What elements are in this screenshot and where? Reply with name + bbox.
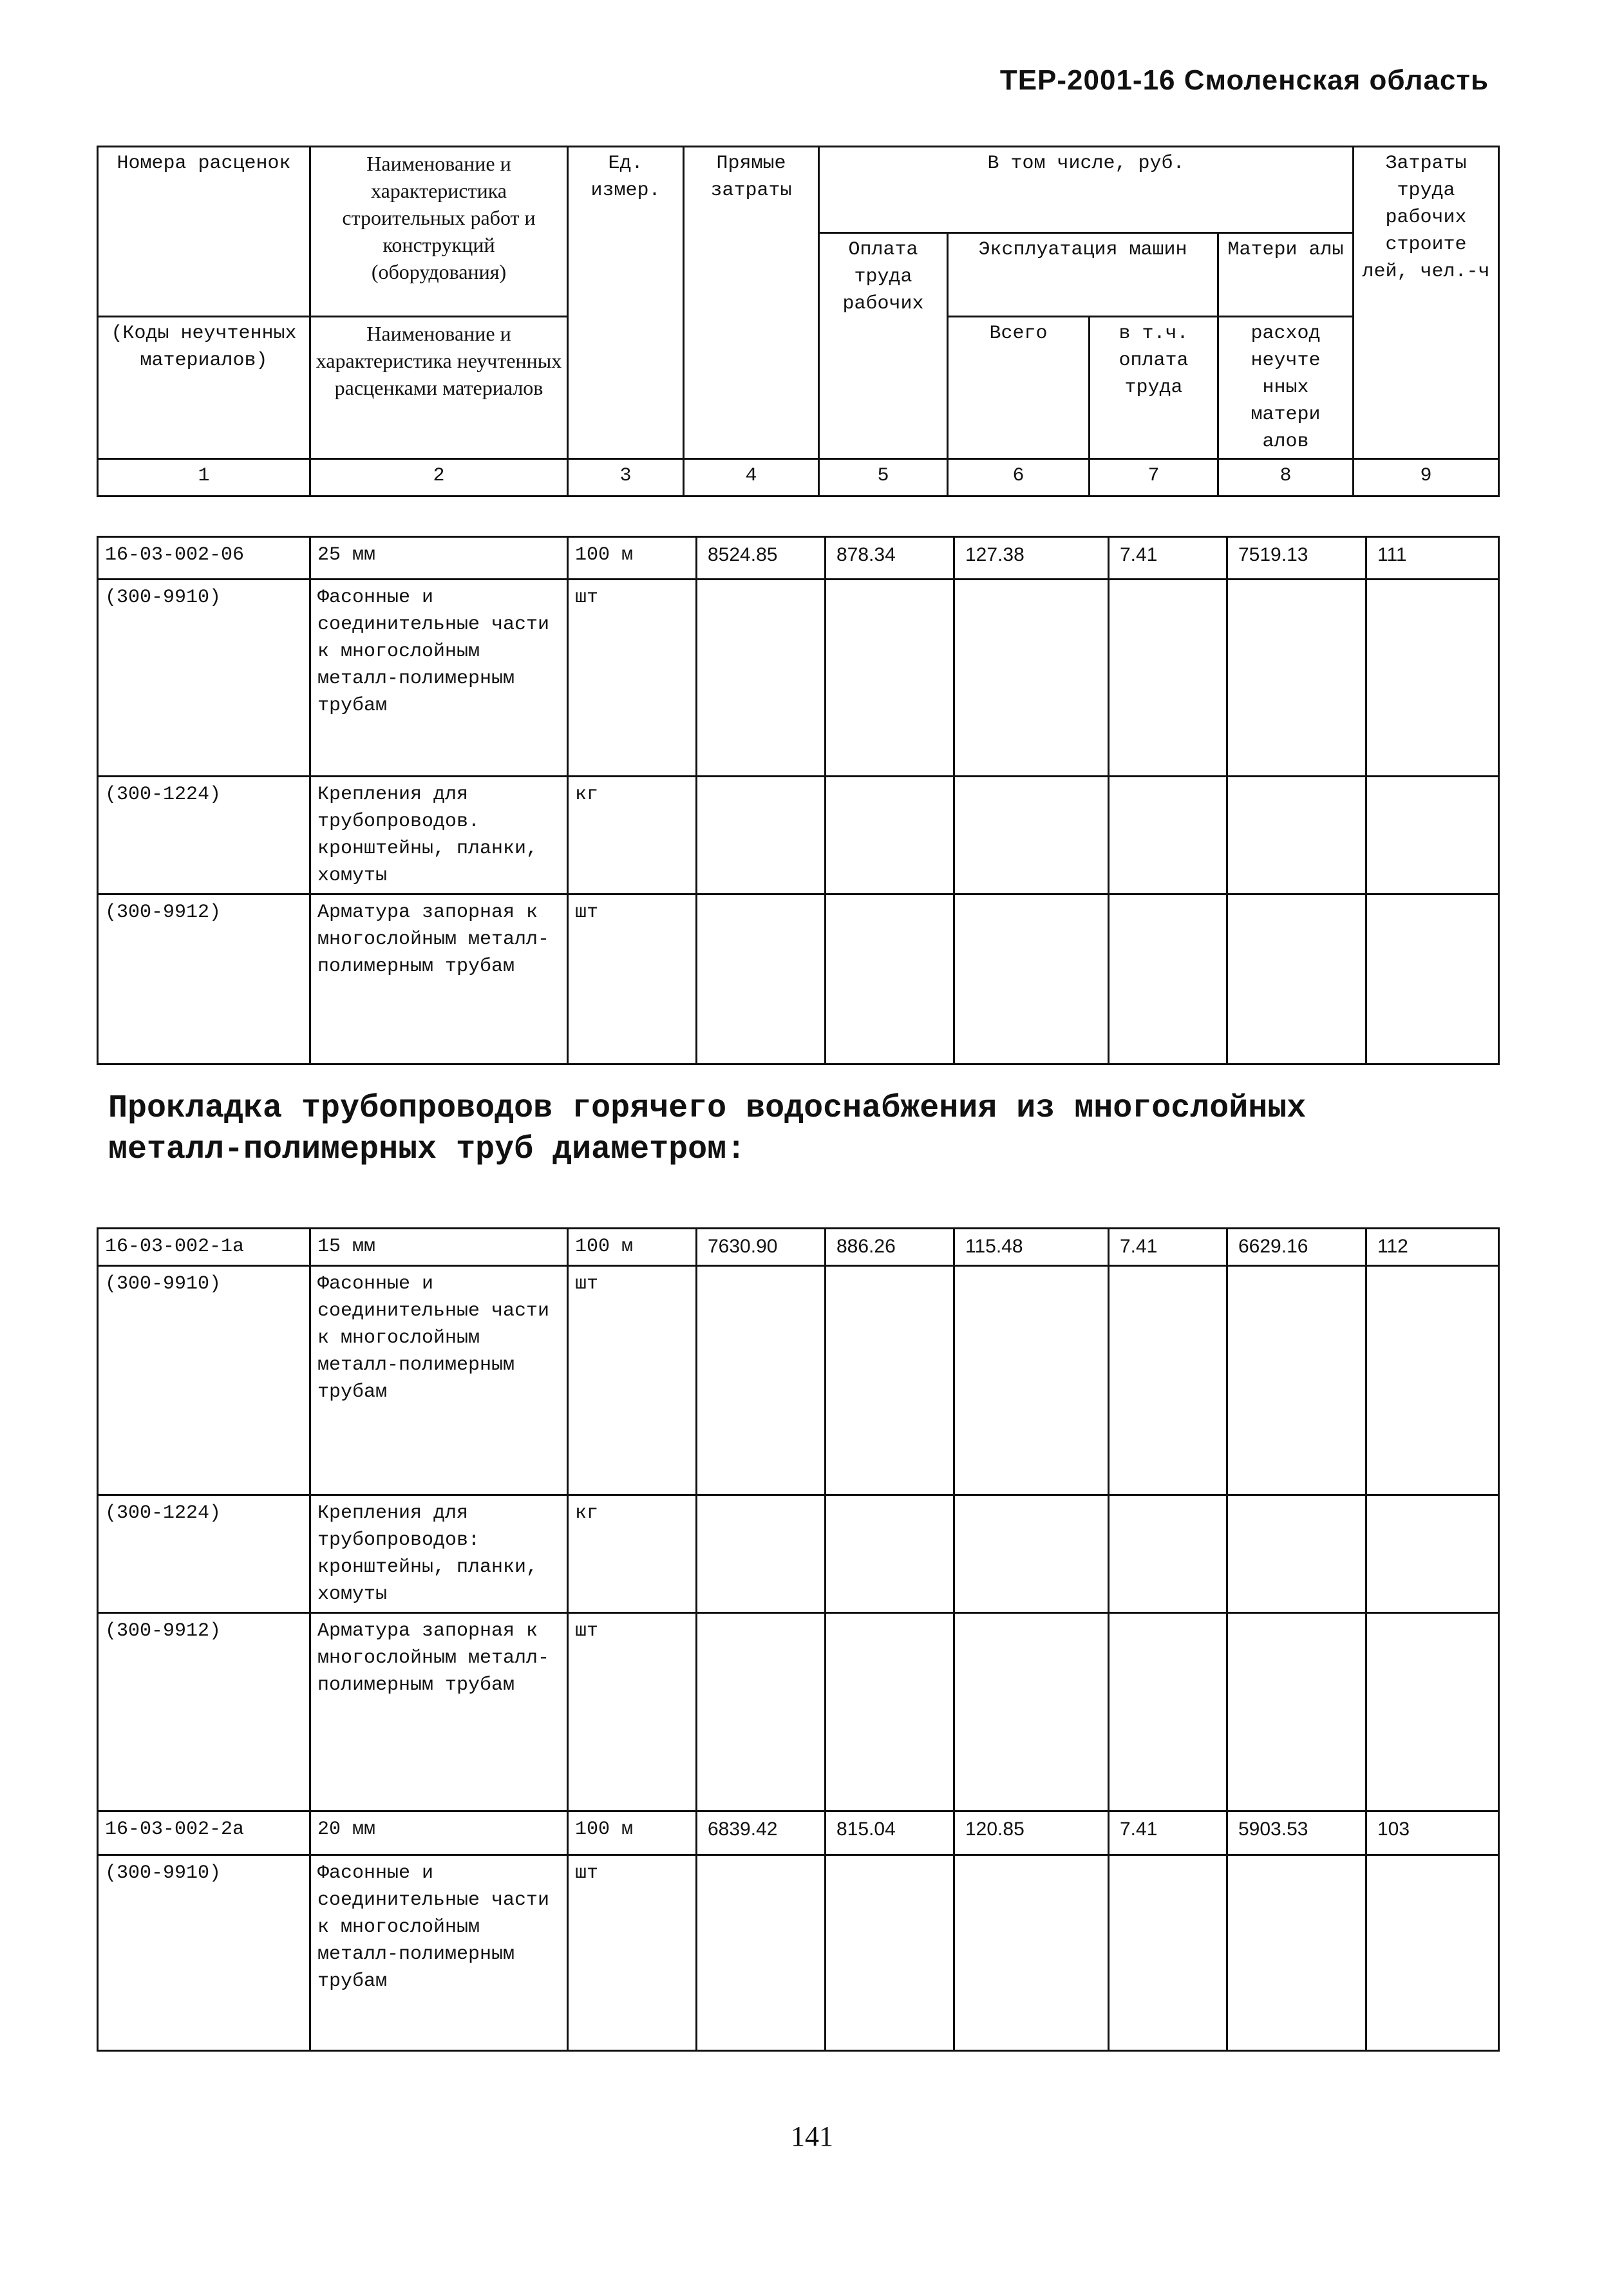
material-code: (300-9910) xyxy=(98,1855,310,2051)
column-number: 6 xyxy=(948,459,1090,496)
table-row xyxy=(98,580,1499,777)
rate-code: 16-03-002-1а xyxy=(98,1229,310,1266)
header-unaccounted-codes: (Коды неучтенных материалов) xyxy=(98,317,310,459)
rates-table-2 xyxy=(97,1227,1500,2052)
material-code: (300-9912) xyxy=(98,1613,310,1811)
rate-unit: 100 м xyxy=(568,1811,697,1855)
table-row xyxy=(98,1613,1499,1811)
material-name: Арматура запорная к многослойным металл-полимерным трубам xyxy=(310,1613,568,1811)
direct-costs: 8524.85 xyxy=(697,537,826,580)
header-unaccounted-materials: расход неучте нных матери алов xyxy=(1218,317,1354,459)
header-labor-costs: Затраты труда рабочих строите лей, чел.-ч xyxy=(1354,147,1499,459)
header-machines: Эксплуатация машин xyxy=(948,233,1218,317)
material-unit: шт xyxy=(568,1266,697,1495)
table-row xyxy=(98,537,1499,580)
material-name: Фасонные и соединительные части к многослойным металл-полимерным трубам xyxy=(310,1266,568,1495)
table-row xyxy=(98,1266,1499,1495)
material-unit: шт xyxy=(568,580,697,777)
document-title: ТЕР-2001-16 Смоленская область xyxy=(999,64,1489,96)
machines-total: 120.85 xyxy=(954,1811,1109,1855)
table-row xyxy=(98,1495,1499,1613)
page-number: 141 xyxy=(791,2121,833,2152)
header-unit: Ед. измер. xyxy=(568,147,684,459)
material-unit: кг xyxy=(568,777,697,894)
column-number: 2 xyxy=(310,459,568,496)
material-unit: кг xyxy=(568,1495,697,1613)
header-including: В том числе, руб. xyxy=(819,147,1354,233)
machines-labor: 7.41 xyxy=(1109,1229,1227,1266)
rate-name: 15 мм xyxy=(310,1229,568,1266)
materials: 6629.16 xyxy=(1227,1229,1366,1266)
rate-code: 16-03-002-2а xyxy=(98,1811,310,1855)
table-row xyxy=(98,1811,1499,1855)
material-code: (300-9912) xyxy=(98,894,310,1064)
material-name: Крепления для трубопроводов: кронштейны, планки, хомуты xyxy=(310,1495,568,1613)
rate-code: 16-03-002-06 xyxy=(98,537,310,580)
machines-total: 115.48 xyxy=(954,1229,1109,1266)
column-number: 7 xyxy=(1090,459,1218,496)
rates-table-1 xyxy=(97,536,1500,1065)
material-name: Крепления для трубопроводов. кронштейны, планки, хомуты xyxy=(310,777,568,894)
header-name: Наименование и характеристика строительных работ и конструкций (оборудования) xyxy=(310,147,568,317)
machines-labor: 7.41 xyxy=(1109,1811,1227,1855)
header-codes: Номера расценок xyxy=(98,147,310,317)
material-code: (300-1224) xyxy=(98,777,310,894)
column-number: 4 xyxy=(684,459,819,496)
table-row xyxy=(98,894,1499,1064)
material-unit: шт xyxy=(568,894,697,1064)
table-row xyxy=(98,1855,1499,2051)
worker-hours: 112 xyxy=(1366,1229,1499,1266)
material-code: (300-1224) xyxy=(98,1495,310,1613)
table-row xyxy=(98,777,1499,894)
labor-pay: 815.04 xyxy=(826,1811,954,1855)
header-materials: Матери алы xyxy=(1218,233,1354,317)
header-table xyxy=(97,146,1500,497)
labor-pay: 878.34 xyxy=(826,537,954,580)
rate-unit: 100 м xyxy=(568,1229,697,1266)
column-number: 9 xyxy=(1354,459,1499,496)
section-heading: Прокладка трубопроводов горячего водоснабжения из многослойных металл-полимерных труб диаметром: xyxy=(108,1090,1307,1168)
material-name: Арматура запорная к многослойным металл-полимерным трубам xyxy=(310,894,568,1064)
column-number: 8 xyxy=(1218,459,1354,496)
materials: 7519.13 xyxy=(1227,537,1366,580)
header-machines-labor: в т.ч. оплата труда xyxy=(1090,317,1218,459)
rate-name: 20 мм xyxy=(310,1811,568,1855)
header-direct-costs: Прямые затраты xyxy=(684,147,819,459)
material-code: (300-9910) xyxy=(98,580,310,777)
labor-pay: 886.26 xyxy=(826,1229,954,1266)
header-labor-pay: Оплата труда рабочих xyxy=(819,233,948,459)
header-machines-total: Всего xyxy=(948,317,1090,459)
material-code: (300-9910) xyxy=(98,1266,310,1495)
header-unaccounted-name: Наименование и характеристика неучтенных расценками материалов xyxy=(310,317,568,459)
table-row xyxy=(98,1229,1499,1266)
material-unit: шт xyxy=(568,1613,697,1811)
column-number: 3 xyxy=(568,459,684,496)
material-name: Фасонные и соединительные части к многослойным металл-полимерным трубам xyxy=(310,1855,568,2051)
rate-name: 25 мм xyxy=(310,537,568,580)
material-unit: шт xyxy=(568,1855,697,2051)
worker-hours: 103 xyxy=(1366,1811,1499,1855)
materials: 5903.53 xyxy=(1227,1811,1366,1855)
column-number: 1 xyxy=(98,459,310,496)
rate-unit: 100 м xyxy=(568,537,697,580)
machines-labor: 7.41 xyxy=(1109,537,1227,580)
worker-hours: 111 xyxy=(1366,537,1499,580)
machines-total: 127.38 xyxy=(954,537,1109,580)
column-number: 5 xyxy=(819,459,948,496)
direct-costs: 7630.90 xyxy=(697,1229,826,1266)
material-name: Фасонные и соединительные части к многослойным металл-полимерным трубам xyxy=(310,580,568,777)
direct-costs: 6839.42 xyxy=(697,1811,826,1855)
